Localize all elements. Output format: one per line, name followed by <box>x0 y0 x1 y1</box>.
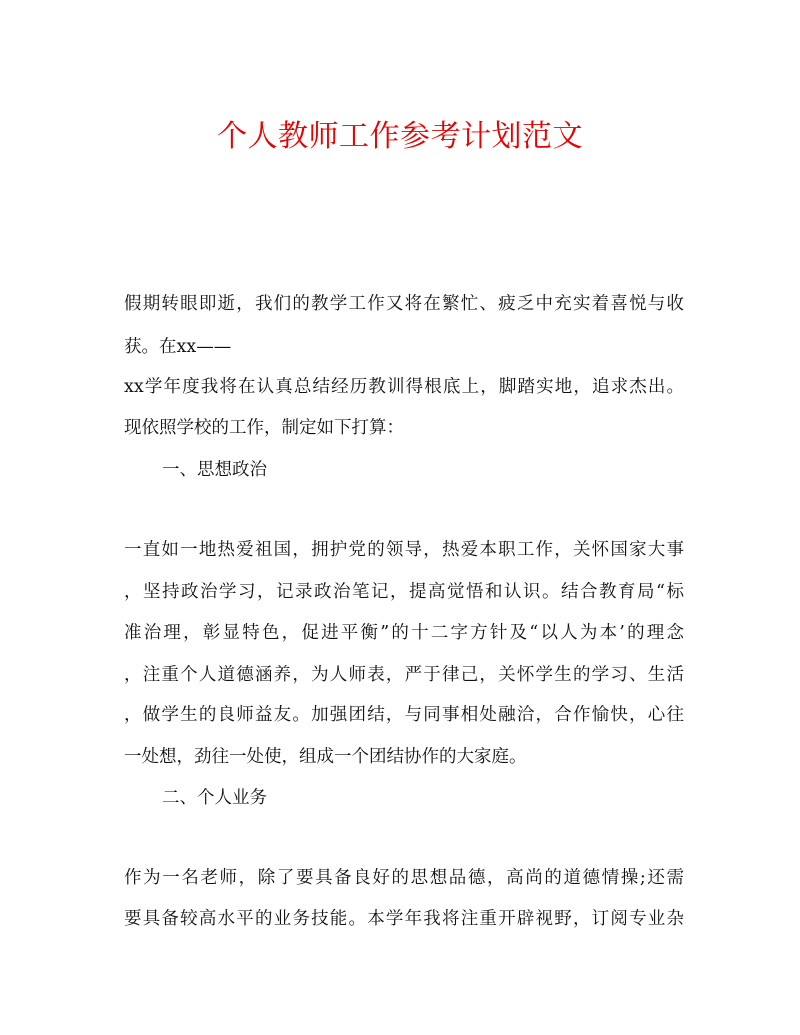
paragraph-line: ，坚持政治学习，记录政治笔记，提高觉悟和认识。结合教育局“标 <box>124 582 684 602</box>
document-title: 个人教师工作参考计划范文 <box>217 119 583 154</box>
paragraph-line: ，注重个人道德涵养，为人师表，严于律己，关怀学生的学习、生活 <box>124 665 684 685</box>
paragraph-line: 一直如一地热爱祖国，拥护党的领导，热爱本职工作，关怀国家大事 <box>124 540 684 560</box>
paragraph-line: xx学年度我将在认真总结经历教训得根底上，脚踏实地，追求杰出。 <box>124 377 684 397</box>
section-heading: 一、思想政治 <box>162 460 267 480</box>
paragraph-line: 作为一名老师，除了要具备良好的思想品德，高尚的道德情操;还需 <box>124 868 684 888</box>
paragraph-line: 要具备较高水平的业务技能。本学年我将注重开辟视野，订阅专业杂 <box>124 909 684 929</box>
paragraph-line: ，做学生的良师益友。加强团结，与同事相处融洽，合作愉快，心往 <box>124 705 684 725</box>
paragraph-line: 获。在xx—— <box>124 337 232 357</box>
paragraph-line: 一处想，劲往一处使，组成一个团结协作的大家庭。 <box>124 747 527 767</box>
paragraph-line: 准治理，彰显特色，促进平衡”的十二字方针及“以人为本’的理念 <box>124 623 684 643</box>
paragraph-line: 现依照学校的工作，制定如下打算： <box>124 418 404 438</box>
paragraph-line: 假期转眼即逝，我们的教学工作又将在繁忙、疲乏中充实着喜悦与收 <box>124 294 684 314</box>
section-heading: 二、个人业务 <box>162 788 267 808</box>
